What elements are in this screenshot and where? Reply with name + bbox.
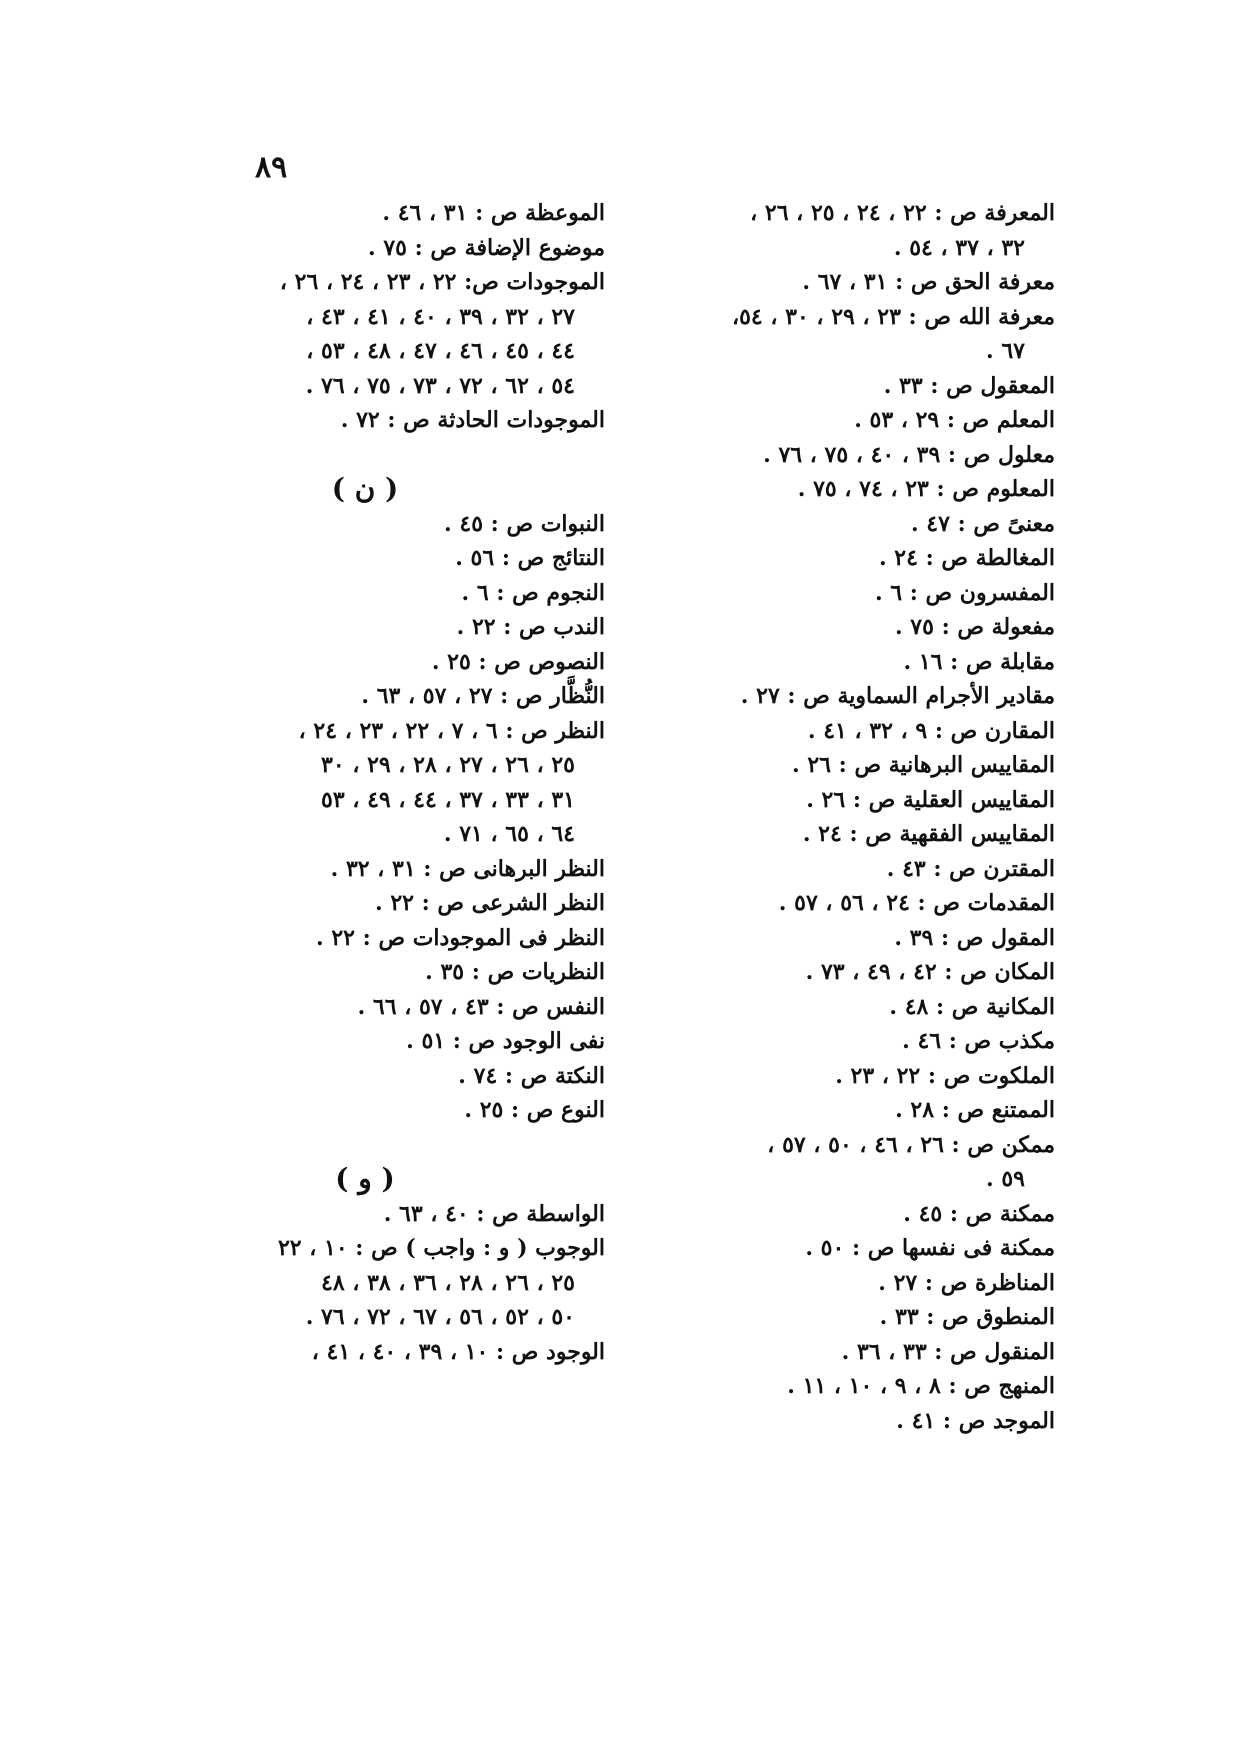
entry-term-line: النظر البرهانى ص : ٣١ ، ٣٢ . [330,855,605,882]
index-entry [665,1197,1055,1232]
entry-term-line: الممتنع ص : ٢٨ . [895,1097,1055,1123]
entry-term-line: ممكنة ص : ٤٥ . [903,1200,1055,1227]
index-entry [665,196,1055,265]
index-entry [665,300,1055,369]
index-entry [215,679,605,714]
index-entry [665,1300,1055,1335]
entry-continuation-line: ٥٤ ، ٦٢ ، ٧٢ ، ٧٣ ، ٧٥ ، ٧٦ . [305,372,575,399]
entry-term-line: الواسطة ص : ٤٠ ، ٦٣ . [383,1200,605,1227]
entry-continuation-line: ٦٤ ، ٦٥ ، ٧١ . [443,821,575,847]
entry-term-line: المقدمات ص : ٢٤ ، ٥٦ ، ٥٧ . [778,890,1055,916]
index-entry [215,955,605,990]
entry-term-line: مفعولة ص : ٧٥ . [894,614,1055,640]
index-entry [665,886,1055,921]
section-mim-continued [215,196,605,438]
entry-term-line: النظر فى الموجودات ص : ٢٢ . [316,924,605,951]
entry-continuation-line: ٢٧ ، ٣٢ ، ٣٩ ، ٤٠ ، ٤١ ، ٤٣ ، [306,303,575,330]
index-entry [665,679,1055,714]
entry-term-line: النبوات ص : ٤٥ . [444,510,605,537]
entry-term-line: المعرفة ص : ٢٢ ، ٢٤ ، ٢٥ ، ٢٦ ، [750,200,1055,226]
entry-term-line: الندب ص : ٢٢ . [456,614,605,640]
entry-term-line: المكان ص : ٤٢ ، ٤٩ ، ٧٣ . [805,959,1055,985]
entry-term-line: المغالطة ص : ٢٤ . [878,545,1055,571]
entry-term-line: الموجد ص : ٤١ . [896,1407,1055,1434]
entry-term-line: المقول ص : ٣٩ . [894,924,1055,951]
index-entry [665,472,1055,507]
index-entry [215,1024,605,1059]
section-nun [215,507,605,1128]
index-entry [665,748,1055,783]
index-column-left [215,196,605,1369]
entry-term-line: النفس ص : ٤٣ ، ٥٧ ، ٦٦ . [357,993,605,1020]
index-entry [665,714,1055,749]
index-entry [215,1059,605,1094]
index-entry [665,576,1055,611]
entry-term-line: النجوم ص : ٦ . [461,579,605,606]
entry-term-line: معرفة الحق ص : ٣١ ، ٦٧ . [802,269,1055,295]
entry-term-line: النكتة ص : ٧٤ . [458,1062,605,1089]
entry-term-line: النظريات ص : ٣٥ . [425,959,605,985]
entry-term-line: المنطوق ص : ٣٣ . [879,1304,1055,1330]
index-entry [665,1128,1055,1197]
page-number: ٨٩ [255,150,288,185]
section-heading-nun: ( ن ) [331,472,399,505]
entry-term-line: النظر الشرعى ص : ٢٢ . [374,890,605,916]
entry-continuation-line: ٢٥ ، ٢٦ ، ٢٧ ، ٢٨ ، ٢٩ ، ٣٠ [321,752,575,778]
entry-term-line: الملكوت ص : ٢٢ ، ٢٣ . [835,1062,1055,1089]
entry-term-line: الموجودات ص: ٢٢ ، ٢٣ ، ٢٤ ، ٢٦ ، [279,269,605,295]
entry-term-line: مقابلة ص : ١٦ . [903,648,1055,675]
index-entry [215,990,605,1025]
index-entry [215,921,605,956]
index-entry [665,1059,1055,1094]
index-entry [215,610,605,645]
entry-continuation-line: ٥٠ ، ٥٢ ، ٥٦ ، ٦٧ ، ٧٢ ، ٧٦ . [305,1304,575,1330]
entry-term-line: المنقول ص : ٣٣ ، ٣٦ . [841,1338,1055,1365]
entry-term-line: النتائج ص : ٥٦ . [455,545,605,571]
index-entry [665,1404,1055,1439]
entry-term-line: المقاييس البرهانية ص : ٢٦ . [792,752,1055,778]
index-entry [215,886,605,921]
entry-continuation-line: ٢٥ ، ٢٦ ، ٢٨ ، ٣٦ ، ٣٨ ، ٤٨ [321,1269,575,1296]
index-entry [215,1335,605,1370]
section-waw [215,1197,605,1370]
index-entry [665,852,1055,887]
entry-term-line: المنهج ص : ٨ ، ٩ ، ١٠ ، ١١ . [787,1373,1055,1399]
entry-term-line: المكانية ص : ٤٨ . [889,993,1055,1020]
index-entry [215,265,605,403]
index-entry [215,852,605,887]
entry-term-line: المعلم ص : ٢٩ ، ٥٣ . [854,407,1055,433]
index-entry [665,403,1055,438]
index-entry [665,265,1055,300]
index-entry [665,1266,1055,1301]
index-entry [665,438,1055,473]
index-entry [215,1197,605,1232]
entry-continuation-line: ٤٤ ، ٤٥ ، ٤٦ ، ٤٧ ، ٤٨ ، ٥٣ ، [306,338,575,364]
index-entry [665,369,1055,404]
entry-term-line: المقترن ص : ٤٣ . [886,855,1055,882]
index-entry [215,403,605,438]
entry-term-line: المناظرة ص : ٢٧ . [878,1269,1055,1296]
entry-term-line: معلول ص : ٣٩ ، ٤٠ ، ٧٥ ، ٧٦ . [763,441,1055,468]
entry-continuation-line: ٦٧ . [986,338,1025,364]
entry-term-line: معرفة الله ص : ٢٣ ، ٢٩ ، ٣٠ ، ٥٤، [731,303,1055,330]
index-entry [665,1231,1055,1266]
entry-term-line: المعلوم ص : ٢٣ ، ٧٤ ، ٧٥ . [797,476,1055,502]
index-entry [665,1335,1055,1370]
entry-term-line: نفى الوجود ص : ٥١ . [406,1028,605,1054]
index-entry [215,231,605,266]
index-entry [665,817,1055,852]
entry-term-line: النوع ص : ٢٥ . [464,1097,605,1123]
index-column-right [665,196,1055,1438]
entry-term-line: النُّظَّار ص : ٢٧ ، ٥٧ ، ٦٣ . [361,683,605,709]
entry-term-line: الموعظة ص : ٣١ ، ٤٦ . [382,200,605,226]
section-heading-waw: ( و ) [335,1162,395,1195]
index-entry [215,1231,605,1335]
entry-term-line: معنىً ص : ٤٧ . [910,510,1055,537]
index-entry [665,955,1055,990]
index-entry [215,1093,605,1128]
entry-term-line: ممكنة فى نفسها ص : ٥٠ . [805,1235,1055,1261]
entry-term-line: الوجود ص : ١٠ ، ٣٩ ، ٤٠ ، ٤١ ، [311,1338,605,1365]
index-entry [665,990,1055,1025]
index-entry [215,714,605,852]
entry-term-line: الموجودات الحادثة ص : ٧٢ . [340,407,605,433]
entry-term-line: المقارن ص : ٩ ، ٣٢ ، ٤١ . [807,717,1055,744]
index-entry [215,541,605,576]
index-entry [215,196,605,231]
index-entry [665,610,1055,645]
index-entry [215,507,605,542]
index-entry [665,1369,1055,1404]
index-entry [665,507,1055,542]
index-entry [665,645,1055,680]
index-entry [215,576,605,611]
index-entry [215,645,605,680]
entry-term-line: الوجوب ( و : واجب ) ص : ١٠ ، ٢٢ [277,1235,605,1261]
entry-term-line: المعقول ص : ٣٣ . [883,372,1055,399]
entry-term-line: المقاييس العقلية ص : ٢٦ . [806,786,1055,813]
entry-continuation-line: ٣١ ، ٣٣ ، ٣٧ ، ٤٤ ، ٤٩ ، ٥٣ [321,786,575,813]
index-entry [665,783,1055,818]
index-entry [665,921,1055,956]
index-entry [665,1093,1055,1128]
entry-term-line: مكذب ص : ٤٦ . [902,1028,1055,1054]
entry-term-line: المقاييس الفقهية ص : ٢٤ . [802,821,1055,847]
entry-term-line: المفسرون ص : ٦ . [874,579,1055,606]
index-entry [665,541,1055,576]
entry-continuation-line: ٥٩ . [986,1166,1025,1192]
entry-term-line: النظر ص : ٦ ، ٧ ، ٢٢ ، ٢٣ ، ٢٤ ، [298,717,605,744]
entry-term-line: موضوع الإضافة ص : ٧٥ . [367,234,605,261]
index-entry [665,1024,1055,1059]
entry-continuation-line: ٣٢ ، ٣٧ ، ٥٤ . [893,234,1025,261]
entry-term-line: مقادير الأجرام السماوية ص : ٢٧ . [740,683,1055,709]
entry-term-line: ممكن ص : ٢٦ ، ٤٦ ، ٥٠ ، ٥٧ ، [767,1131,1055,1158]
entry-term-line: النصوص ص : ٢٥ . [431,648,605,675]
